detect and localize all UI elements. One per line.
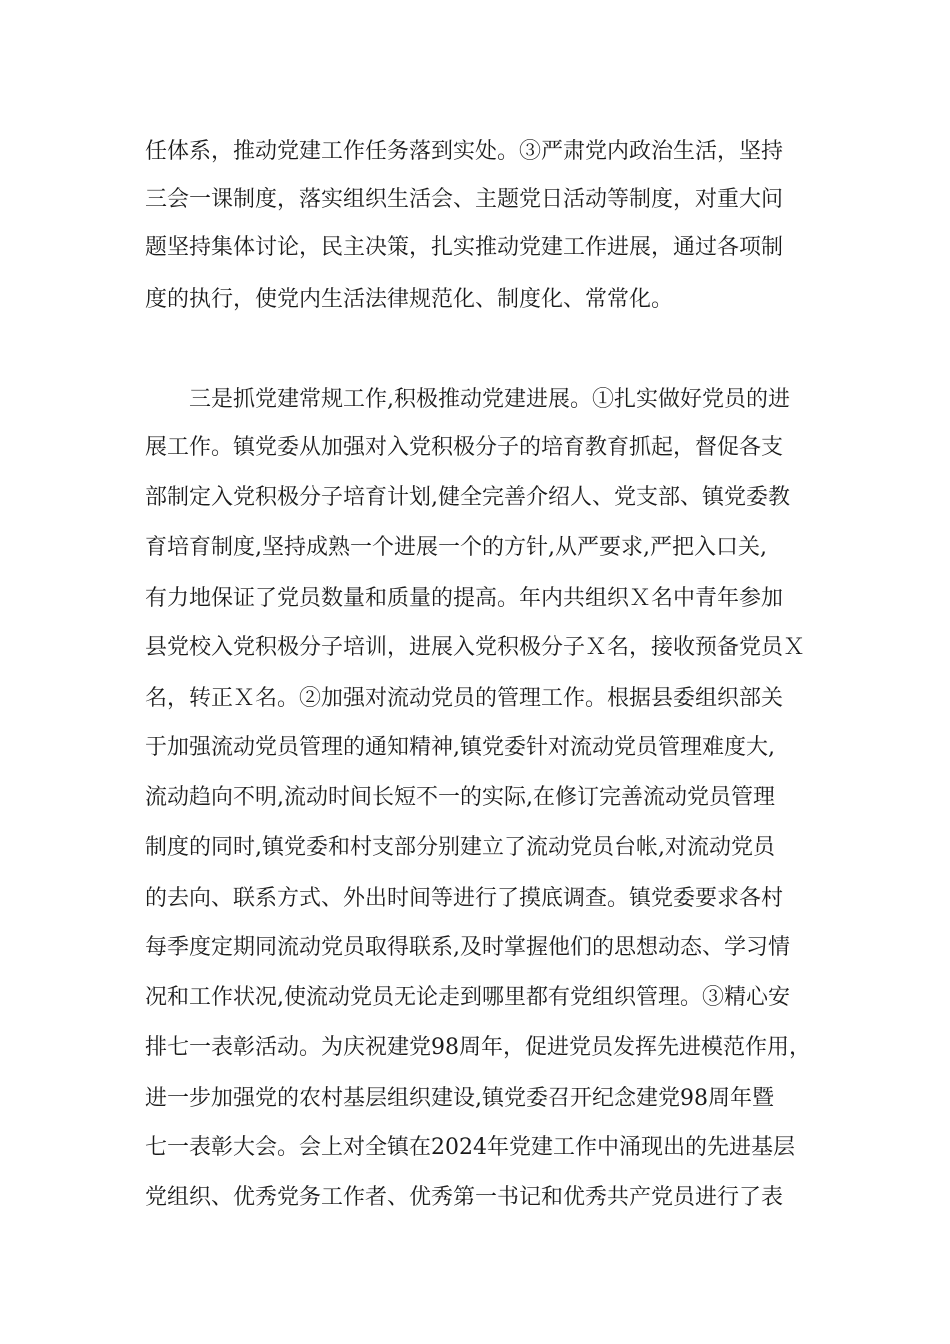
text-line: 的去向、联系方式、外出时间等进行了摸底调查。镇党委要求各村 — [145, 886, 784, 911]
text-line: 排七一表彰活动。为庆祝建党98周年，促进党员发挥先进模范作用， — [145, 1035, 811, 1060]
text-line: 每季度定期同流动党员取得联系,及时掌握他们的思想动态、学习情 — [145, 935, 790, 960]
text-line: 育培育制度,坚持成熟一个进展一个的方针,从严要求,严把入口关, — [145, 535, 767, 560]
text-line: 县党校入党积极分子培训，进展入党积极分子Ｘ名，接收预备党员Ｘ — [145, 635, 806, 660]
text-line: 三是抓党建常规工作,积极推动党建进展。①扎实做好党员的进 — [145, 387, 790, 412]
text-line: 三会一课制度，落实组织生活会、主题党日活动等制度，对重大问 — [145, 187, 784, 212]
text-line: 七一表彰大会。会上对全镇在2024年党建工作中涌现出的先进基层 — [145, 1135, 795, 1160]
text-line: 展工作。镇党委从加强对入党积极分子的培育教育抓起，督促各支 — [145, 435, 784, 460]
text-line: 有力地保证了党员数量和质量的提高。年内共组织Ｘ名中青年参加 — [145, 586, 784, 611]
text-line: 党组织、优秀党务工作者、优秀第一书记和优秀共产党员进行了表 — [145, 1185, 784, 1210]
text-line: 部制定入党积极分子培育计划,健全完善介绍人、党支部、镇党委教 — [145, 485, 790, 510]
text-line: 况和工作状况,使流动党员无论走到哪里都有党组织管理。③精心安 — [145, 985, 790, 1010]
text-line: 制度的同时,镇党委和村支部分别建立了流动党员台帐,对流动党员 — [145, 835, 775, 860]
text-line: 进一步加强党的农村基层组织建设,镇党委召开纪念建党98周年暨 — [145, 1086, 774, 1111]
text-line: 任体系，推动党建工作任务落到实处。③严肃党内政治生活，坚持 — [145, 139, 784, 164]
text-line: 于加强流动党员管理的通知精神,镇党委针对流动党员管理难度大, — [145, 735, 775, 760]
text-line: 流动趋向不明,流动时间长短不一的实际,在修订完善流动党员管理 — [145, 785, 775, 810]
text-line: 度的执行，使党内生活法律规范化、制度化、常常化。 — [145, 287, 674, 312]
text-line: 名，转正Ｘ名。②加强对流动党员的管理工作。根据县委组织部关 — [145, 686, 784, 711]
text-line: 题坚持集体讨论，民主决策，扎实推动党建工作进展，通过各项制 — [145, 235, 784, 260]
